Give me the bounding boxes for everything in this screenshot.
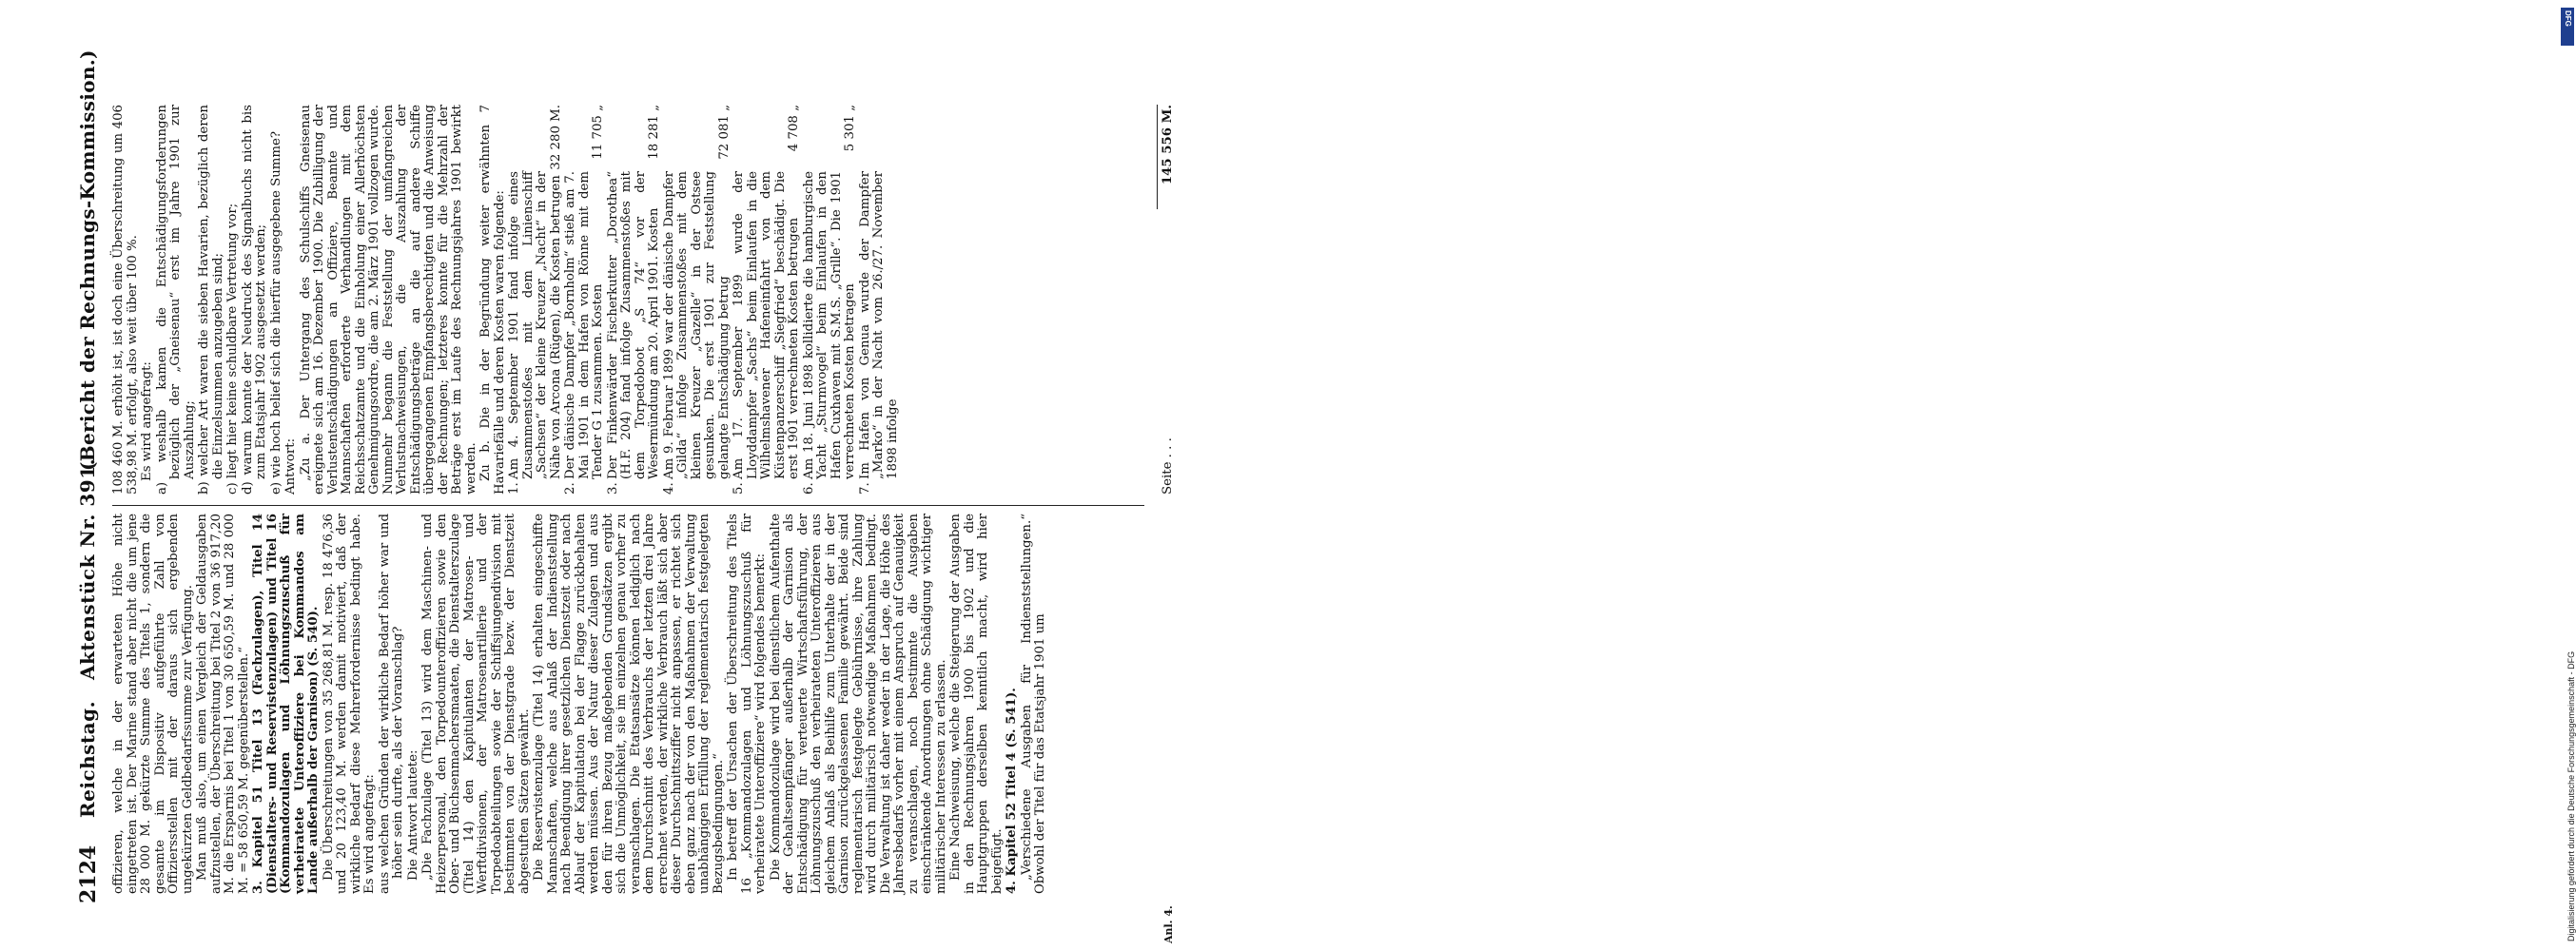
question: aus welchen Gründen der wirkliche Bedarf höher war und höher sein durfte, als der Voranschlag? — [377, 514, 405, 894]
havarie-text: Am 18. Juni 1898 kollidierte die hamburgische Yacht „Sturmvogel“ beim Einlaufen in den Hafen Cuxhaven mit S.M.S. „Grille“. Die 1901 verrechneten Kosten betragen — [801, 171, 857, 479]
dfg-logo: DFG — [2561, 8, 2574, 46]
page-header — [76, 48, 108, 903]
havarie-item — [607, 105, 662, 495]
total-amount: 145 556 M. — [1161, 105, 1175, 185]
paragraph: „Verschiedene Ausgaben für Indienststellungen.“ Obwohl der Titel für das Etatsjahr 1901 um — [1019, 514, 1047, 894]
havarie-item — [732, 105, 802, 495]
havarie-number: 6. — [801, 482, 816, 495]
havarie-amount: 4 708 „ — [787, 105, 801, 152]
havarie-number: 5. — [732, 482, 746, 495]
havarie-item — [564, 105, 606, 495]
header-left: Reichstag. — [76, 700, 99, 818]
paragraph: Die Reservistenzulage (Titel 14) erhalten eingeschiffte Mannschaften, welche aus Anlaß der Indienststellung nach Beendigung ihrer gesetzlichen Dienstzeit oder nach Ablauf der Kapitulation bei der Flagge zurückbehalten werden müssen. Aus der Natur dieser Zulagen und aus den für ihren Bezug maßgebenden Grundsätzen ergibt sich die Unmöglichkeit, sie im einzelnen genau vorher zu veranschlagen. Die Etatsansätze können lediglich nach dem Durchschnitt des Verbrauchs der letzten drei Jahre errechnet werden, der wirkliche Verbrauch läßt sich aber dieser Durchschnittsziffer nicht anpassen, er richtet sich eben ganz nach der von den Maßnahmen der Verwaltung unabhängigen Erfüllung der reglementarisch festgelegten Bezugsbedingungen.“ — [532, 514, 726, 894]
question-d: d) warum konnte der Neudruck des Signalbuchs nicht bis zum Etatsjahr 1902 ausgesetzt werden; — [240, 105, 268, 495]
left-column — [112, 514, 1049, 894]
havarie-item — [859, 105, 901, 495]
question-a: a) weshalb kamen die Entschädigungsforderungen bezüglich der „Gneisenau“ erst im Jahre 1901 zur Auszahlung; — [154, 105, 197, 495]
paragraph: 108 460 M. erhöht ist, ist doch eine Überschreitung um 406 538,98 M. erfolgt, also weit über 100 %. — [111, 105, 140, 495]
question-c: c) liegt hier keine schuldbare Vertretung vor; — [225, 203, 240, 495]
paragraph: In betreff der Ursachen der Überschreitung des Titels 16 „Kommandozulagen und Löhnungszuschuß für verheiratete Unteroffiziere“ wird folgendes bemerkt: — [726, 514, 768, 894]
havarie-text: Im Hafen von Genua wurde der Dampfer „Marko“ in der Nacht vom 26./27. November 1898 infolge — [857, 171, 900, 479]
column-divider — [112, 505, 1144, 506]
paragraph: „Die Fachzulage (Titel 13) wird dem Maschinen- und Heizerpersonal, den Torpedounteroffizieren sowie den Ober- und Büchsenmachersmaaten, die Dienstalterszulage (Titel 14) den Kapitulanten der Matrosen- und Werftdivisionen, der Matrosenartillerie und der Torpedoabteilungen sowie der Schiffsjungendivision mit bestimmten von der Dienstgrade bezw. der Dienstzeit abgestuften Sätzen gewährt. — [420, 514, 532, 894]
paragraph: Die Überschreitungen von 35 268,81 M. resp. 18 476,36 und 20 123,40 M. werden damit motiviert, daß der wirkliche Bedarf diese Mehrerfordernisse bedingt habe. Es wird angefragt: — [321, 514, 377, 894]
havarie-amount: 11 705 „ — [591, 105, 605, 160]
paragraph: „Zu a. Der Untergang des Schulschiffs Gneisenau ereignete sich am 16. Dezember 1900. Die Zubilligung der Verlustentschädigungen an Offiziere, Beamte und Mannschaften erforderte Verhandlungen mit dem Reichsschatzamte und die Einholung einer Allerhöchsten Genehmigungsordre, die am 2. März 1901 vollzogen wurde. Nunmehr begann die Feststellung der umfangreichen Verlustnachweisungen, die Auszahlung der Entschädigungsbeträge an die auf andere Schiffe übergegangenen Empfangsberechtigten und die Anweisung der Rechnungen; letzteres konnte für die Mehrzahl der Beträge erst im Laufe des Rechnungsjahres 1901 bewirkt werden. — [298, 105, 478, 495]
digitization-credit: Digitalisierung gefördert durch die Deutsche Forschungsgemeinschaft - DFG — [2566, 650, 2576, 941]
paragraph: Die Antwort lautete: — [405, 749, 420, 881]
page-number: 2124 — [76, 844, 101, 903]
paragraph: offizieren, welche in der erwarteten Höhe nicht eingetreten ist. Der Marine stand aber nicht die um jene 28 000 M. gekürzte Summe des Titels 1, sondern die gesamte im Dispositiv aufgeführte Zahl von Offiziersstellen mit der daraus sich ergebenden ungekürzten Geldbedarfssumme zur Verfügung. — [111, 514, 195, 894]
paragraph: Es wird angefragt: — [140, 361, 154, 481]
right-column — [112, 105, 901, 495]
side-strip — [1261, 0, 2576, 951]
paragraph: Eine Nachweisung, welche die Steigerung der Ausgaben in den Rechnungsjahren 1900 bis 1902 und die Hauptgruppen derselben kenntlich macht, wird hier beigefügt. — [948, 514, 1005, 894]
havarie-number: 7. — [857, 482, 872, 495]
havarie-item — [508, 105, 563, 495]
havarie-item — [803, 105, 858, 495]
havarie-text: Am 9. Februar 1899 war der dänische Dampfer „Gilda“ infolge Zusammenstoßes mit dem kleinen Kreuzer „Gazelle“ in der Ostsee gesunken. Die erst 1901 zur Feststellung gelangte Entschädigung betrug — [661, 171, 732, 479]
havarie-list — [508, 105, 900, 495]
section-heading: 4. Kapitel 52 Titel 4 (S. 541). — [1005, 688, 1019, 894]
havarie-number: 3. — [605, 482, 620, 495]
havarie-text: Der Finkenwärder Fischerkutter „Dorothea“ (H.F. 204) fand infolge Zusammenstoßes mit dem Torpedoboot „S 74“ vor der Wesermündung am 20. April 1901. Kosten — [605, 171, 661, 479]
header-middle: Aktenstück Nr. 391. — [76, 457, 99, 680]
havarie-text: Der dänische Dampfer „Bornholm“ stieß am 7. Mai 1901 in dem Hafen von Rönne mit dem Tender G 1 zusammen. Kosten — [563, 171, 605, 479]
document-page — [0, 0, 1265, 951]
havarie-text: Am 4. September 1901 fand infolge eines Zusammenstoßes mit dem Linienschiff „Sachsen“ der kleine Kreuzer „Nacht“ in der Nähe von Arcona (Rügen), die Kosten betrugen — [507, 171, 563, 479]
havarie-number: 1. — [507, 482, 521, 495]
sum-rule — [1157, 105, 1158, 209]
header-right: (Bericht der Rechnungs-Kommission.) — [76, 49, 99, 471]
havarie-text: Am 17. September 1899 wurde der Lloyddampfer „Sachs“ beim Einlaufen in die Wilhelmshavener Hafeneinfahrt von dem Küstenpanzerschiff „Siegfried“ beschädigt. Die erst 1901 verrechneten Kosten betrugen — [732, 171, 801, 479]
section-heading: 3. Kapitel 51 Titel 13 (Fachzulagen), Titel 14 (Dienstalters- und Reservistenzulagen) und Titel 16 (Kommandozulagen und Löhnungszuschuß für verheiratete Unteroffiziere bei Kommandos am Lande außerhalb der Garnison) (S. 540). — [251, 514, 321, 894]
paragraph: Die Kommandozulage wird bei dienstlichem Aufenthalte der Gehaltsempfänger außerhalb der Garnison als Entschädigung für verteuerte Wirtschaftsführung, der Löhnungszuschuß den verheirateten Unteroffizieren aus gleichem Anlaß als Beihilfe zum Unterhalte der in der Garnison zurückgelassenen Familie gewährt. Beide sind reglementarisch festgelegte Gebührnisse, ihre Zahlung wird durch militärisch notwendige Maßnahmen bedingt. Die Verwaltung ist daher weder in der Lage, die Höhe des Jahresbedarfs vorher mit einem Anspruch auf Genauigkeit zu veranschlagen, noch bestimmte die Ausgaben einschränkende Anordnungen ohne Schädigung wichtiger militärischer Interessen zu erlassen. — [768, 514, 948, 894]
paragraph: Zu b. Die in der Begründung weiter erwähnten 7 Havariefälle und deren Kosten waren folgende: — [478, 105, 507, 495]
havarie-amount: 72 081 „ — [716, 105, 732, 160]
answer-label: Antwort: — [283, 437, 298, 495]
havarie-item — [663, 105, 732, 495]
question-e: e) wie hoch belief sich die hierfür ausgegebene Summe? — [268, 130, 283, 495]
havarie-number: 2. — [563, 482, 577, 495]
havarie-amount: 5 301 „ — [843, 105, 857, 152]
havarie-amount: 32 280 M. — [548, 105, 563, 170]
paragraph: Man muß also, um einen Vergleich der Geldausgaben aufzustellen, der Überschreitung bei Titel 2 von 36 917,20 M. die Ersparnis bei Titel 1 von 30 650,59 M. und 28 000 M. = 58 650,59 M. gegenüberstellen.“ — [195, 514, 251, 894]
havarie-number: 4. — [661, 482, 676, 495]
question-b: b) welcher Art waren die sieben Havarien, bezüglich deren die Einzelsummen anzugeben sind; — [197, 105, 225, 495]
margin-note: Anl. 4. — [1162, 905, 1175, 943]
havarie-amount: 18 281 „ — [647, 105, 661, 160]
total-label: Seite . . . — [1161, 437, 1175, 495]
